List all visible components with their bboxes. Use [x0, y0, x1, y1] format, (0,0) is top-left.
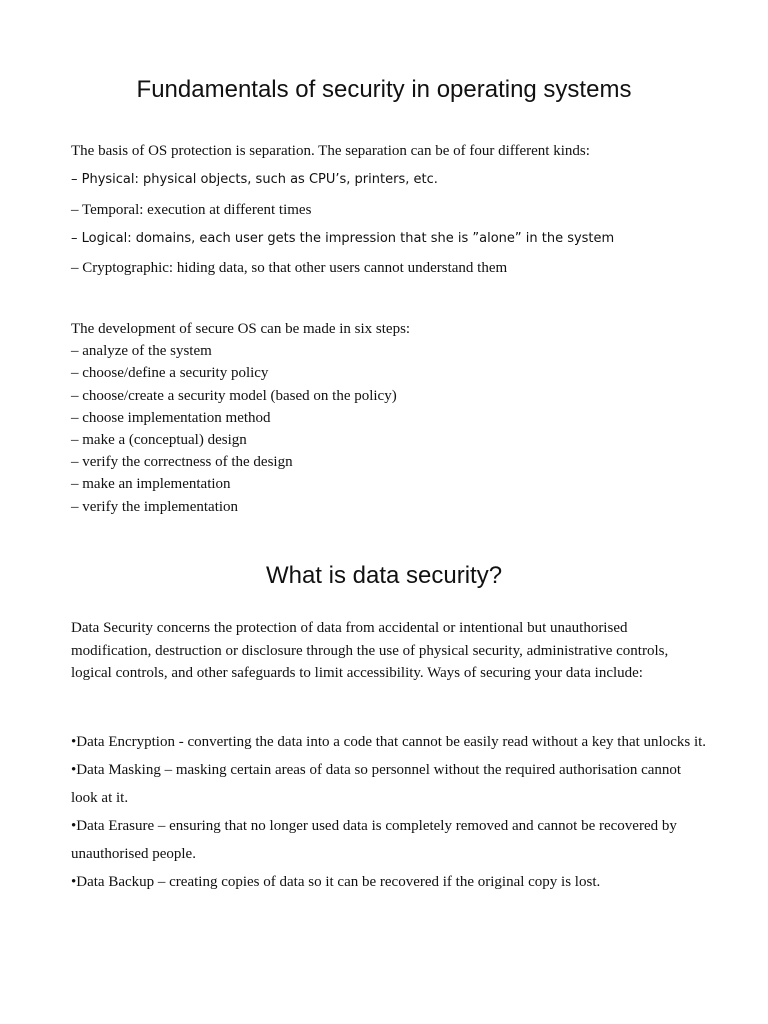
list-item: •Data Masking – masking certain areas of data so personnel without the required authorisation cannot look at it. [71, 762, 682, 806]
steps-intro: The development of secure OS can be made in six steps: [71, 321, 411, 337]
list-item: – verify the implementation [71, 498, 239, 515]
separation-kind-physical: – Physical: physical objects, such as CPU’s, printers, etc. [71, 172, 438, 187]
steps-list [71, 318, 711, 518]
list-item: – make a (conceptual) design [71, 431, 247, 448]
list-item: – choose/create a security model (based on the policy) [71, 387, 397, 404]
list-item: •Data Backup – creating copies of data so it can be recovered if the original copy is lost. [71, 874, 601, 890]
list-item: •Data Erasure – ensuring that no longer used data is completely removed and cannot be recovered by unauthorised people. [71, 818, 677, 862]
list-item: – analyze of the system [71, 343, 212, 360]
intro-paragraph: The basis of OS protection is separation. The separation can be of four different kinds: [71, 143, 590, 159]
development-steps [71, 318, 711, 518]
page-title: Fundamentals of security in operating systems [136, 76, 632, 103]
list-item: – choose/define a security policy [71, 365, 269, 382]
separation-kind-temporal: – Temporal: execution at different times [71, 202, 312, 218]
data-security-methods [71, 728, 711, 896]
data-security-paragraph: Data Security concerns the protection of data from accidental or intentional but unauthorised modification, destruction or disclosure through the use of physical security, administrative controls, logical controls, and other safeguards to limit accessibility. Ways of securing your data include: [71, 620, 669, 681]
separation-kind-cryptographic: – Cryptographic: hiding data, so that other users cannot understand them [71, 260, 508, 276]
list-item: •Data Encryption - converting the data into a code that cannot be easily read without a key that unlocks it. [71, 734, 707, 750]
list-item: – verify the correctness of the design [71, 454, 293, 471]
list-item: – make an implementation [71, 476, 231, 493]
bullet-list [71, 728, 711, 896]
section-heading: What is data security? [265, 562, 503, 589]
list-item: – choose implementation method [71, 409, 271, 426]
separation-kind-logical: – Logical: domains, each user gets the impression that she is ”alone” in the system [71, 231, 615, 246]
